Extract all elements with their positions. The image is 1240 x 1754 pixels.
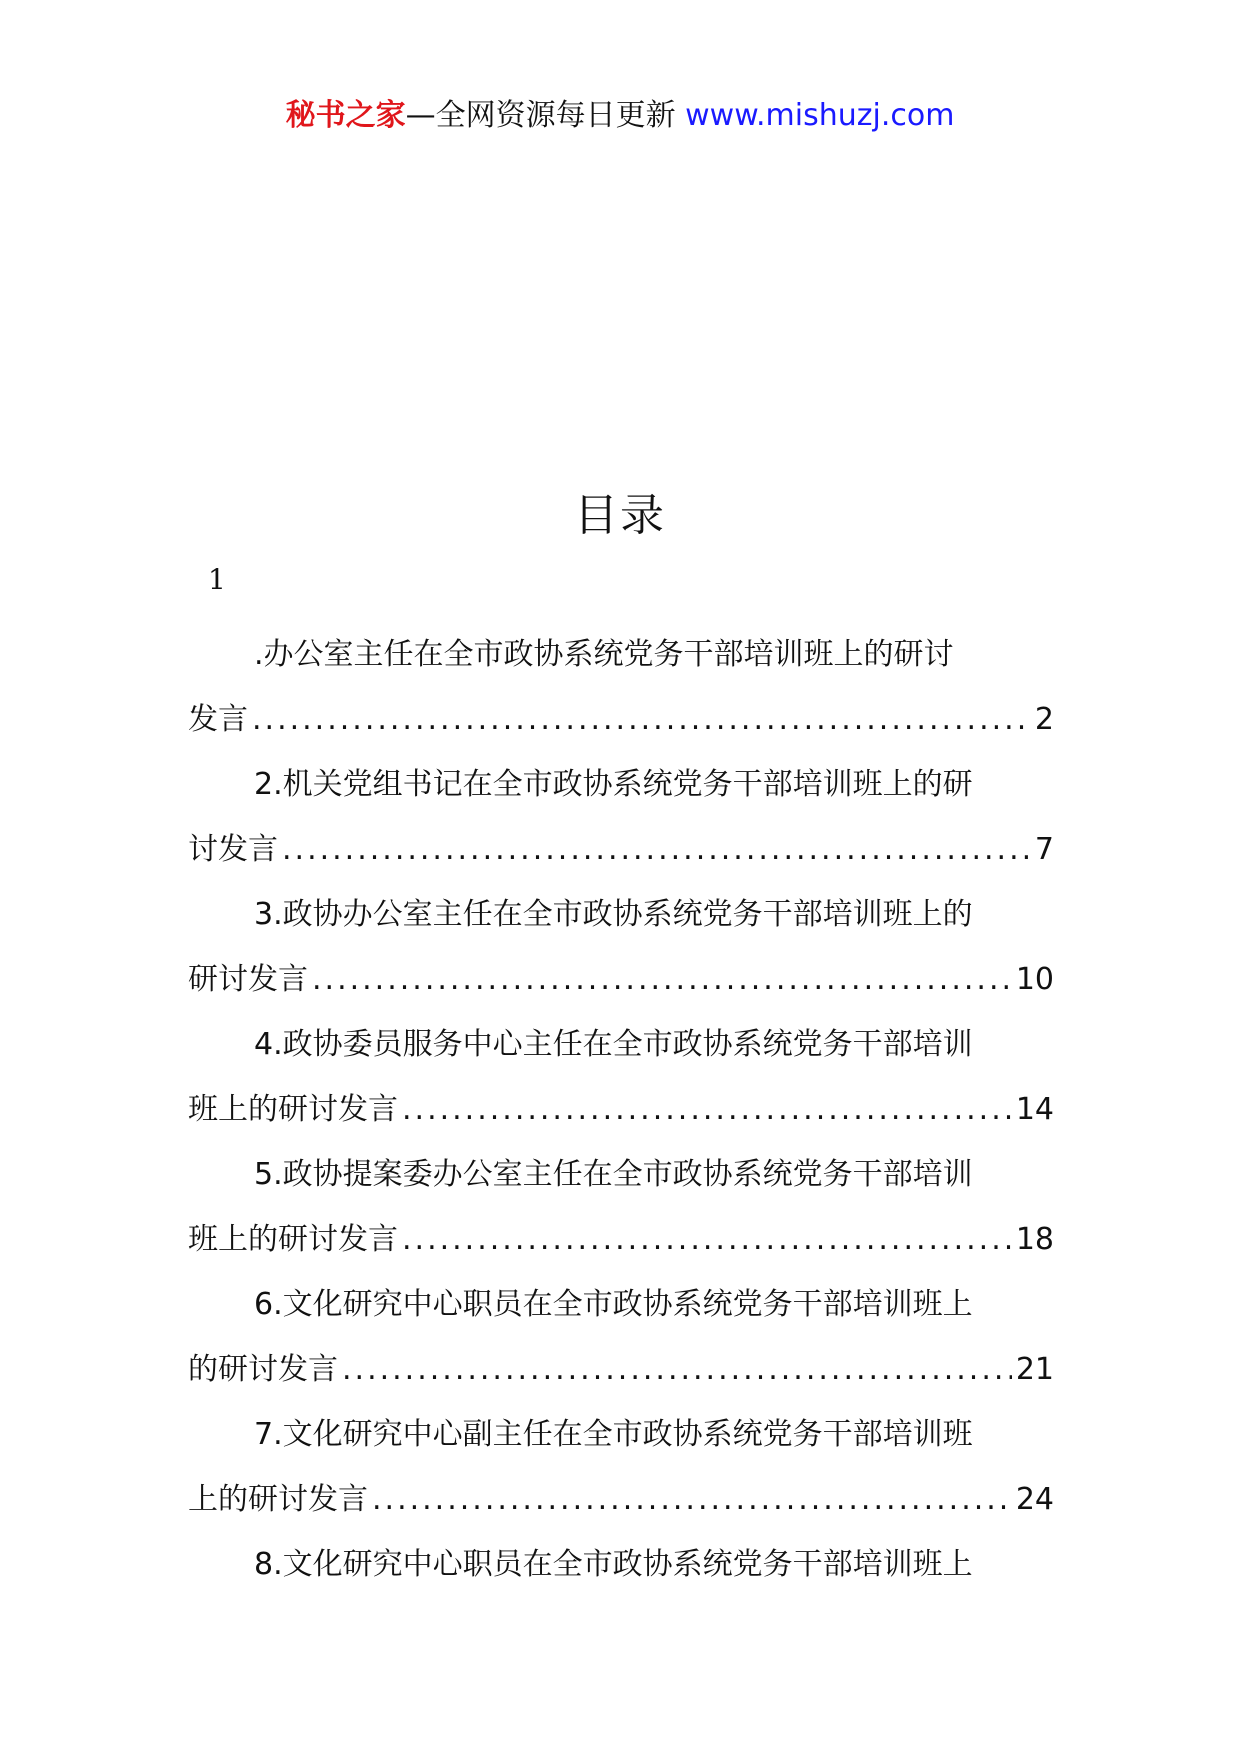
toc-entry-title-rest: 班上的研讨发言 — [188, 1092, 398, 1127]
toc-page-number: 7 — [1034, 832, 1054, 867]
toc-dot-leader — [372, 1467, 1012, 1532]
toc-entry-title-rest: 班上的研讨发言 — [188, 1222, 398, 1257]
toc-entry-title: 2.机关党组书记在全市政协系统党务干部培训班上的研 — [254, 767, 973, 802]
toc-entry-title-rest: 讨发言 — [188, 832, 278, 867]
toc-entry-4[interactable] — [188, 1012, 1054, 1142]
toc-dot-leader — [342, 1337, 1012, 1402]
toc-entry-title: 7.文化研究中心副主任在全市政协系统党务干部培训班 — [254, 1417, 973, 1452]
toc-title: 目录 — [574, 490, 666, 541]
toc-page-number: 24 — [1015, 1482, 1054, 1517]
toc-dot-leader — [282, 817, 1031, 882]
toc-entry-continuation — [188, 1207, 1054, 1272]
toc-entry-title-rest: 上的研讨发言 — [188, 1482, 368, 1517]
toc-dot-leader — [402, 1077, 1012, 1142]
toc-entry-title-rest: 发言 — [188, 702, 248, 737]
toc-entry-title: 4.政协委员服务中心主任在全市政协系统党务干部培训 — [254, 1027, 973, 1062]
toc-dot-leader — [402, 1207, 1012, 1272]
toc-page-number: 18 — [1015, 1222, 1054, 1257]
toc-entry-continuation — [188, 817, 1054, 882]
toc-entry-8[interactable] — [188, 1532, 1054, 1597]
toc-entry-5[interactable] — [188, 1142, 1054, 1272]
table-of-contents — [188, 622, 1054, 1597]
toc-entry-1[interactable] — [188, 622, 1054, 752]
toc-entry-title: 8.文化研究中心职员在全市政协系统党务干部培训班上 — [254, 1547, 973, 1582]
stray-number: 1 — [208, 563, 226, 596]
toc-entry-7[interactable] — [188, 1402, 1054, 1532]
toc-entry-6[interactable] — [188, 1272, 1054, 1402]
toc-entry-continuation — [188, 1077, 1054, 1142]
toc-page-number: 10 — [1015, 962, 1054, 997]
brand-name: 秘书之家 — [285, 98, 406, 133]
toc-entry-continuation — [188, 947, 1054, 1012]
toc-entry-2[interactable] — [188, 752, 1054, 882]
toc-entry-title-rest: 研讨发言 — [188, 962, 308, 997]
toc-entry-title: .办公室主任在全市政协系统党务干部培训班上的研讨 — [254, 637, 954, 672]
toc-page-number: 14 — [1015, 1092, 1054, 1127]
toc-dot-leader — [252, 687, 1031, 752]
toc-entry-title: 5.政协提案委办公室主任在全市政协系统党务干部培训 — [254, 1157, 973, 1192]
toc-entry-3[interactable] — [188, 882, 1054, 1012]
toc-entry-title-rest: 的研讨发言 — [188, 1352, 338, 1387]
site-header — [0, 96, 1240, 136]
toc-page-number: 2 — [1034, 702, 1054, 737]
toc-entry-continuation — [188, 687, 1054, 752]
toc-entry-continuation — [188, 1467, 1054, 1532]
toc-entry-title: 6.文化研究中心职员在全市政协系统党务干部培训班上 — [254, 1287, 973, 1322]
toc-dot-leader — [312, 947, 1012, 1012]
toc-page-number: 21 — [1015, 1352, 1054, 1387]
toc-entry-title: 3.政协办公室主任在全市政协系统党务干部培训班上的 — [254, 897, 973, 932]
header-tagline: —全网资源每日更新 — [405, 98, 676, 133]
toc-entry-continuation — [188, 1337, 1054, 1402]
site-url-link[interactable]: www.mishuzj.com — [685, 98, 955, 133]
